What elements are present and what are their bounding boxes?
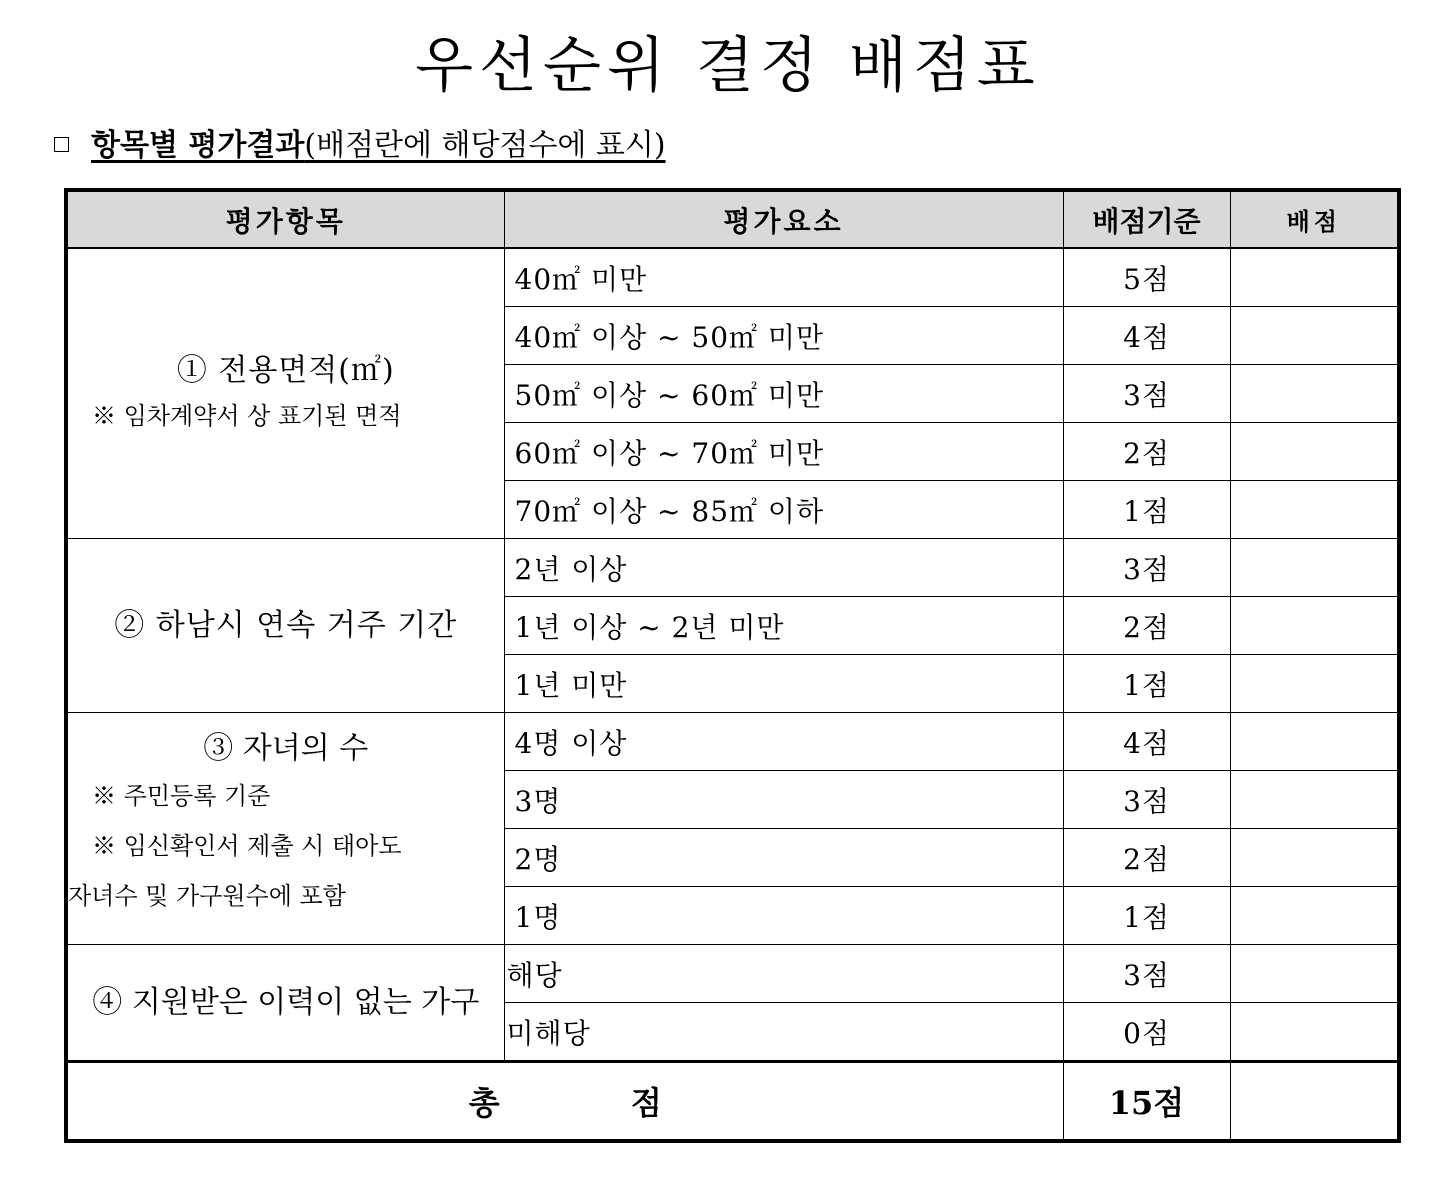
score-entry-cell[interactable] — [1230, 829, 1399, 887]
category-note: ※ 임차계약서 상 표기된 면적 — [92, 401, 402, 430]
element-cell: 1년 미만 — [504, 655, 1063, 713]
criteria-cell: 3점 — [1063, 945, 1230, 1003]
header-element: 평가요소 — [504, 190, 1063, 248]
criteria-cell: 1점 — [1063, 655, 1230, 713]
score-entry-cell[interactable] — [1230, 539, 1399, 597]
category-residence — [66, 539, 504, 713]
section-heading — [54, 124, 666, 168]
score-entry-cell[interactable] — [1230, 1003, 1399, 1062]
header-category: 평가항목 — [66, 190, 504, 248]
category-label: ④ 지원받은 이력이 없는 가구 — [92, 984, 480, 1020]
category-label: ② 하남시 연속 거주 기간 — [114, 607, 458, 643]
header-criteria: 배점기준 — [1063, 190, 1230, 248]
score-entry-cell[interactable] — [1230, 945, 1399, 1003]
score-entry-cell[interactable] — [1230, 887, 1399, 945]
category-label: ③ 자녀의 수 — [203, 731, 369, 766]
category-note: ※ 임신확인서 제출 시 태아도 — [92, 832, 402, 860]
criteria-cell: 2점 — [1063, 829, 1230, 887]
criteria-cell: 4점 — [1063, 713, 1230, 771]
criteria-cell: 5점 — [1063, 248, 1230, 307]
category-no-prior-support — [66, 945, 504, 1062]
criteria-cell: 3점 — [1063, 365, 1230, 423]
criteria-cell: 1점 — [1063, 481, 1230, 539]
criteria-cell: 0점 — [1063, 1003, 1230, 1062]
element-cell: 1명 — [504, 887, 1063, 945]
element-cell: 4명 이상 — [504, 713, 1063, 771]
header-score: 배점 — [1230, 190, 1399, 248]
score-entry-cell[interactable] — [1230, 713, 1399, 771]
element-cell: 50㎡ 이상 ~ 60㎡ 미만 — [504, 365, 1063, 423]
score-entry-cell[interactable] — [1230, 481, 1399, 539]
criteria-cell: 1점 — [1063, 887, 1230, 945]
element-cell: 2년 이상 — [504, 539, 1063, 597]
score-entry-cell[interactable] — [1230, 771, 1399, 829]
score-entry-cell[interactable] — [1230, 307, 1399, 365]
table-row — [66, 539, 1399, 597]
score-entry-cell[interactable] — [1230, 365, 1399, 423]
table-row — [66, 713, 1399, 771]
score-entry-cell[interactable] — [1230, 597, 1399, 655]
criteria-cell: 3점 — [1063, 771, 1230, 829]
element-cell: 1년 이상 ~ 2년 미만 — [504, 597, 1063, 655]
score-entry-cell[interactable] — [1230, 248, 1399, 307]
category-children — [66, 713, 504, 945]
category-note: 자녀수 및 가구원수에 포함 — [68, 882, 346, 910]
criteria-cell: 4점 — [1063, 307, 1230, 365]
element-cell: 70㎡ 이상 ~ 85㎡ 이하 — [504, 481, 1063, 539]
element-cell: 2명 — [504, 829, 1063, 887]
criteria-cell: 3점 — [1063, 539, 1230, 597]
criteria-cell: 2점 — [1063, 423, 1230, 481]
element-cell: 60㎡ 이상 ~ 70㎡ 미만 — [504, 423, 1063, 481]
total-row — [66, 1062, 1399, 1142]
score-entry-cell[interactable] — [1230, 655, 1399, 713]
section-heading-note: (배점란에 해당점수에 표시) — [304, 128, 666, 163]
element-cell: 40㎡ 이상 ~ 50㎡ 미만 — [504, 307, 1063, 365]
total-score-cell: 15점 — [1063, 1062, 1230, 1142]
element-cell: 40㎡ 미만 — [504, 248, 1063, 307]
category-label: ① 전용면적(㎡) — [176, 352, 395, 388]
section-heading-bold: 항목별 평가결과 — [91, 128, 305, 163]
checkbox-square-icon — [54, 137, 69, 152]
category-note: ※ 주민등록 기준 — [92, 782, 271, 810]
page-title: 우선순위 결정 배점표 — [415, 31, 1041, 101]
table-row — [66, 248, 1399, 307]
total-entry-cell[interactable] — [1230, 1062, 1399, 1142]
total-label-cell — [66, 1062, 1063, 1142]
score-entry-cell[interactable] — [1230, 423, 1399, 481]
scoring-table — [64, 188, 1401, 1143]
element-cell: 3명 — [504, 771, 1063, 829]
category-area — [66, 248, 504, 539]
total-label: 총 점 — [468, 1084, 722, 1122]
table-row — [66, 945, 1399, 1003]
element-cell: 해당 — [504, 945, 1063, 1003]
element-cell: 미해당 — [504, 1003, 1063, 1062]
criteria-cell: 2점 — [1063, 597, 1230, 655]
